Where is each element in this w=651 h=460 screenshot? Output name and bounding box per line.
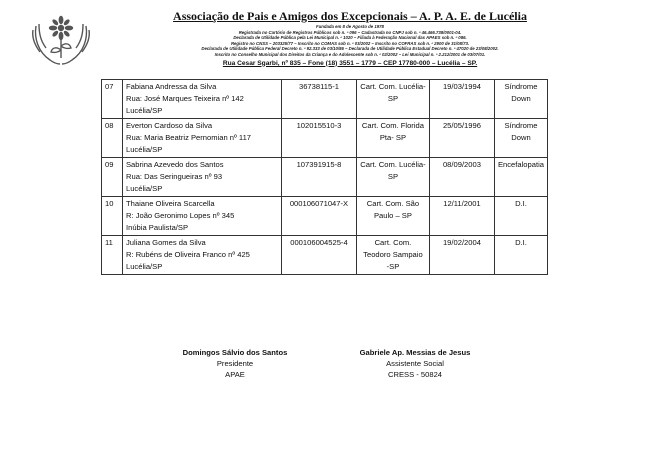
cell-birth-date-text: 08/09/2003: [442, 160, 481, 169]
cell-number-text: 09: [105, 160, 114, 169]
cell-registry: [356, 119, 429, 158]
cell-name-address-text: Inúbia Paulista/SP: [125, 223, 189, 232]
header-line: Registrada no Cartório de Registros Públicos sob n. º 096 – Cadastrada no CNPJ sob n. º 46.466.738/0001-04.: [238, 29, 462, 35]
cell-diagnosis-text: Down: [511, 94, 531, 103]
address-line: Rua Cesar Sgarbi, nº 835 – Fone (18) 3551 – 1779 – CEP 17780-000 – Lucélia – SP.: [222, 59, 478, 67]
cell-registry-text: Cart. Com. Lucélia-: [360, 160, 426, 169]
cell-registry-text: Paulo – SP: [373, 211, 412, 220]
records-table: [101, 79, 548, 275]
cell-registry-text: -SP: [386, 262, 400, 271]
cell-birth-date-text: 25/05/1996: [442, 121, 481, 130]
header-line: Fundada em 8 de Agosto de 1978: [316, 24, 384, 29]
cell-number: [102, 80, 123, 119]
table-row: [102, 197, 548, 236]
cell-document: [281, 119, 356, 158]
cell-birth-date: [429, 158, 494, 197]
cell-name-address: [122, 119, 281, 158]
cell-diagnosis-text: Síndrome: [504, 82, 538, 91]
cell-number-text: 07: [105, 82, 114, 91]
cell-number-text: 11: [105, 238, 113, 247]
table-row: [102, 158, 548, 197]
cell-diagnosis: [494, 119, 547, 158]
cell-name-address-text: Juliana Gomes da Silva: [125, 238, 206, 247]
cell-registry-text: Pta- SP: [379, 133, 407, 142]
cell-birth-date: [429, 119, 494, 158]
cell-registry: [356, 158, 429, 197]
cell-number: [102, 197, 123, 236]
cell-registry-text: Cart. Com. Florida: [361, 121, 424, 130]
cell-name-address-text: Rua: José Marques Teixeira nº 142: [125, 94, 244, 103]
cell-number-text: 08: [105, 121, 114, 130]
cell-name-address-text: R: Rubéns de Oliveira Franco nº 425: [125, 250, 250, 259]
cell-registry-text: Cart. Com.: [374, 238, 412, 247]
cell-diagnosis: [494, 80, 547, 119]
signatory-org: CRESS - 50824: [387, 370, 443, 379]
signatory-org: APAE: [225, 370, 245, 379]
cell-birth-date: [429, 236, 494, 275]
cell-diagnosis: [494, 158, 547, 197]
cell-name-address-text: Lucélia/SP: [125, 262, 163, 271]
table-row: [102, 80, 548, 119]
signatory-role: Assistente Social: [386, 359, 444, 368]
cell-diagnosis: [494, 197, 547, 236]
cell-birth-date-text: 12/11/2001: [443, 199, 481, 208]
organization-title: Associação de Pais e Amigos dos Excepcionais – A. P. A. E. de Lucélia: [173, 9, 527, 23]
table-row: [102, 236, 548, 275]
cell-document-text: 102015510-3: [296, 121, 342, 130]
cell-birth-date-text: 19/03/1994: [442, 82, 481, 91]
records-table-body: [102, 80, 548, 275]
cell-registry-text: Cart. Com. Lucélia-: [360, 82, 426, 91]
signatory-name: Domingos Sálvio dos Santos: [182, 348, 288, 357]
cell-registry-text: SP: [387, 172, 399, 181]
signatory-role: Presidente: [216, 359, 254, 368]
cell-diagnosis-text: Down: [511, 133, 531, 142]
cell-name-address-text: Rua: Maria Beatriz Pernomian nº 117: [125, 133, 252, 142]
cell-document: [281, 158, 356, 197]
table-row: [102, 119, 548, 158]
cell-registry-text: SP: [387, 94, 399, 103]
cell-name-address-text: Lucélia/SP: [125, 106, 163, 115]
cell-birth-date: [429, 80, 494, 119]
cell-diagnosis: [494, 236, 547, 275]
cell-number-text: 10: [105, 199, 114, 208]
cell-document: [281, 197, 356, 236]
cell-name-address-text: Fabiana Andressa da Silva: [125, 82, 217, 91]
header-line: Inscrito no Conselho Municipal dos Direitos da Criança e do Adolescente sob n. º 02/2002 – Lei Municipal n. º 2.212/2001 de 03/07/01.: [214, 51, 486, 57]
cell-document-text: 000106004525-4: [290, 238, 348, 247]
cell-name-address: [122, 80, 281, 119]
cell-name-address-text: Rua: Das Seringueiras nº 93: [125, 172, 223, 181]
cell-registry: [356, 197, 429, 236]
cell-name-address: [122, 158, 281, 197]
cell-diagnosis-text: Encefalopatia: [497, 160, 544, 169]
cell-name-address-text: Everton Cardoso da Silva: [125, 121, 213, 130]
signature-social-worker: [340, 347, 490, 380]
cell-registry-text: Teodoro Sampaio: [363, 250, 423, 259]
cell-document-text: 107391915-8: [296, 160, 342, 169]
hands-flower-logo-icon: [30, 6, 92, 72]
cell-diagnosis-text: D.I.: [515, 199, 527, 208]
registration-info: [100, 24, 600, 58]
cell-document-text: 36738115-1: [298, 82, 339, 91]
apae-logo: [30, 6, 92, 72]
cell-registry: [356, 80, 429, 119]
cell-name-address-text: Thaiane Oliveira Scarcella: [125, 199, 215, 208]
letterhead: [100, 9, 600, 68]
cell-registry: [356, 236, 429, 275]
cell-name-address-text: Lucélia/SP: [125, 145, 163, 154]
cell-birth-date-text: 19/02/2004: [442, 238, 481, 247]
signatory-name: Gabriele Ap. Messias de Jesus: [359, 348, 471, 357]
header-line: Declarada de Utilidade Pública pela Lei Municipal n. º 1020 – Filiada à Federação Nacional das APAES sob n. º 086.: [233, 35, 467, 41]
signature-president: [165, 347, 305, 380]
cell-name-address: [122, 236, 281, 275]
header-line: Registro no CNSS – 203325/77 – Inscrito no COMAS sob n. º 03/2002 – Inscrito no COFRAS sob n. º 2900 de 31/08/73.: [230, 40, 470, 46]
cell-registry-text: Cart. Com. São: [366, 199, 420, 208]
cell-number: [102, 158, 123, 197]
cell-number: [102, 119, 123, 158]
cell-document: [281, 236, 356, 275]
cell-birth-date: [429, 197, 494, 236]
header-line: Declarada de Utilidade Pública Federal Decreto n. º 92.333 de 03/10/86 – Declarada de Utilidade Pública Estadual Decreto n. º 47020 de 23/08/2002.: [201, 46, 499, 52]
cell-diagnosis-text: D.I.: [515, 238, 527, 247]
cell-document-text: 000106071047-X: [289, 199, 349, 208]
cell-name-address-text: Sabrina Azevedo dos Santos: [125, 160, 224, 169]
cell-name-address-text: R: João Geronimo Lopes nº 345: [125, 211, 235, 220]
cell-document: [281, 80, 356, 119]
cell-diagnosis-text: Síndrome: [504, 121, 538, 130]
cell-number: [102, 236, 123, 275]
cell-name-address: [122, 197, 281, 236]
cell-name-address-text: Lucélia/SP: [125, 184, 163, 193]
